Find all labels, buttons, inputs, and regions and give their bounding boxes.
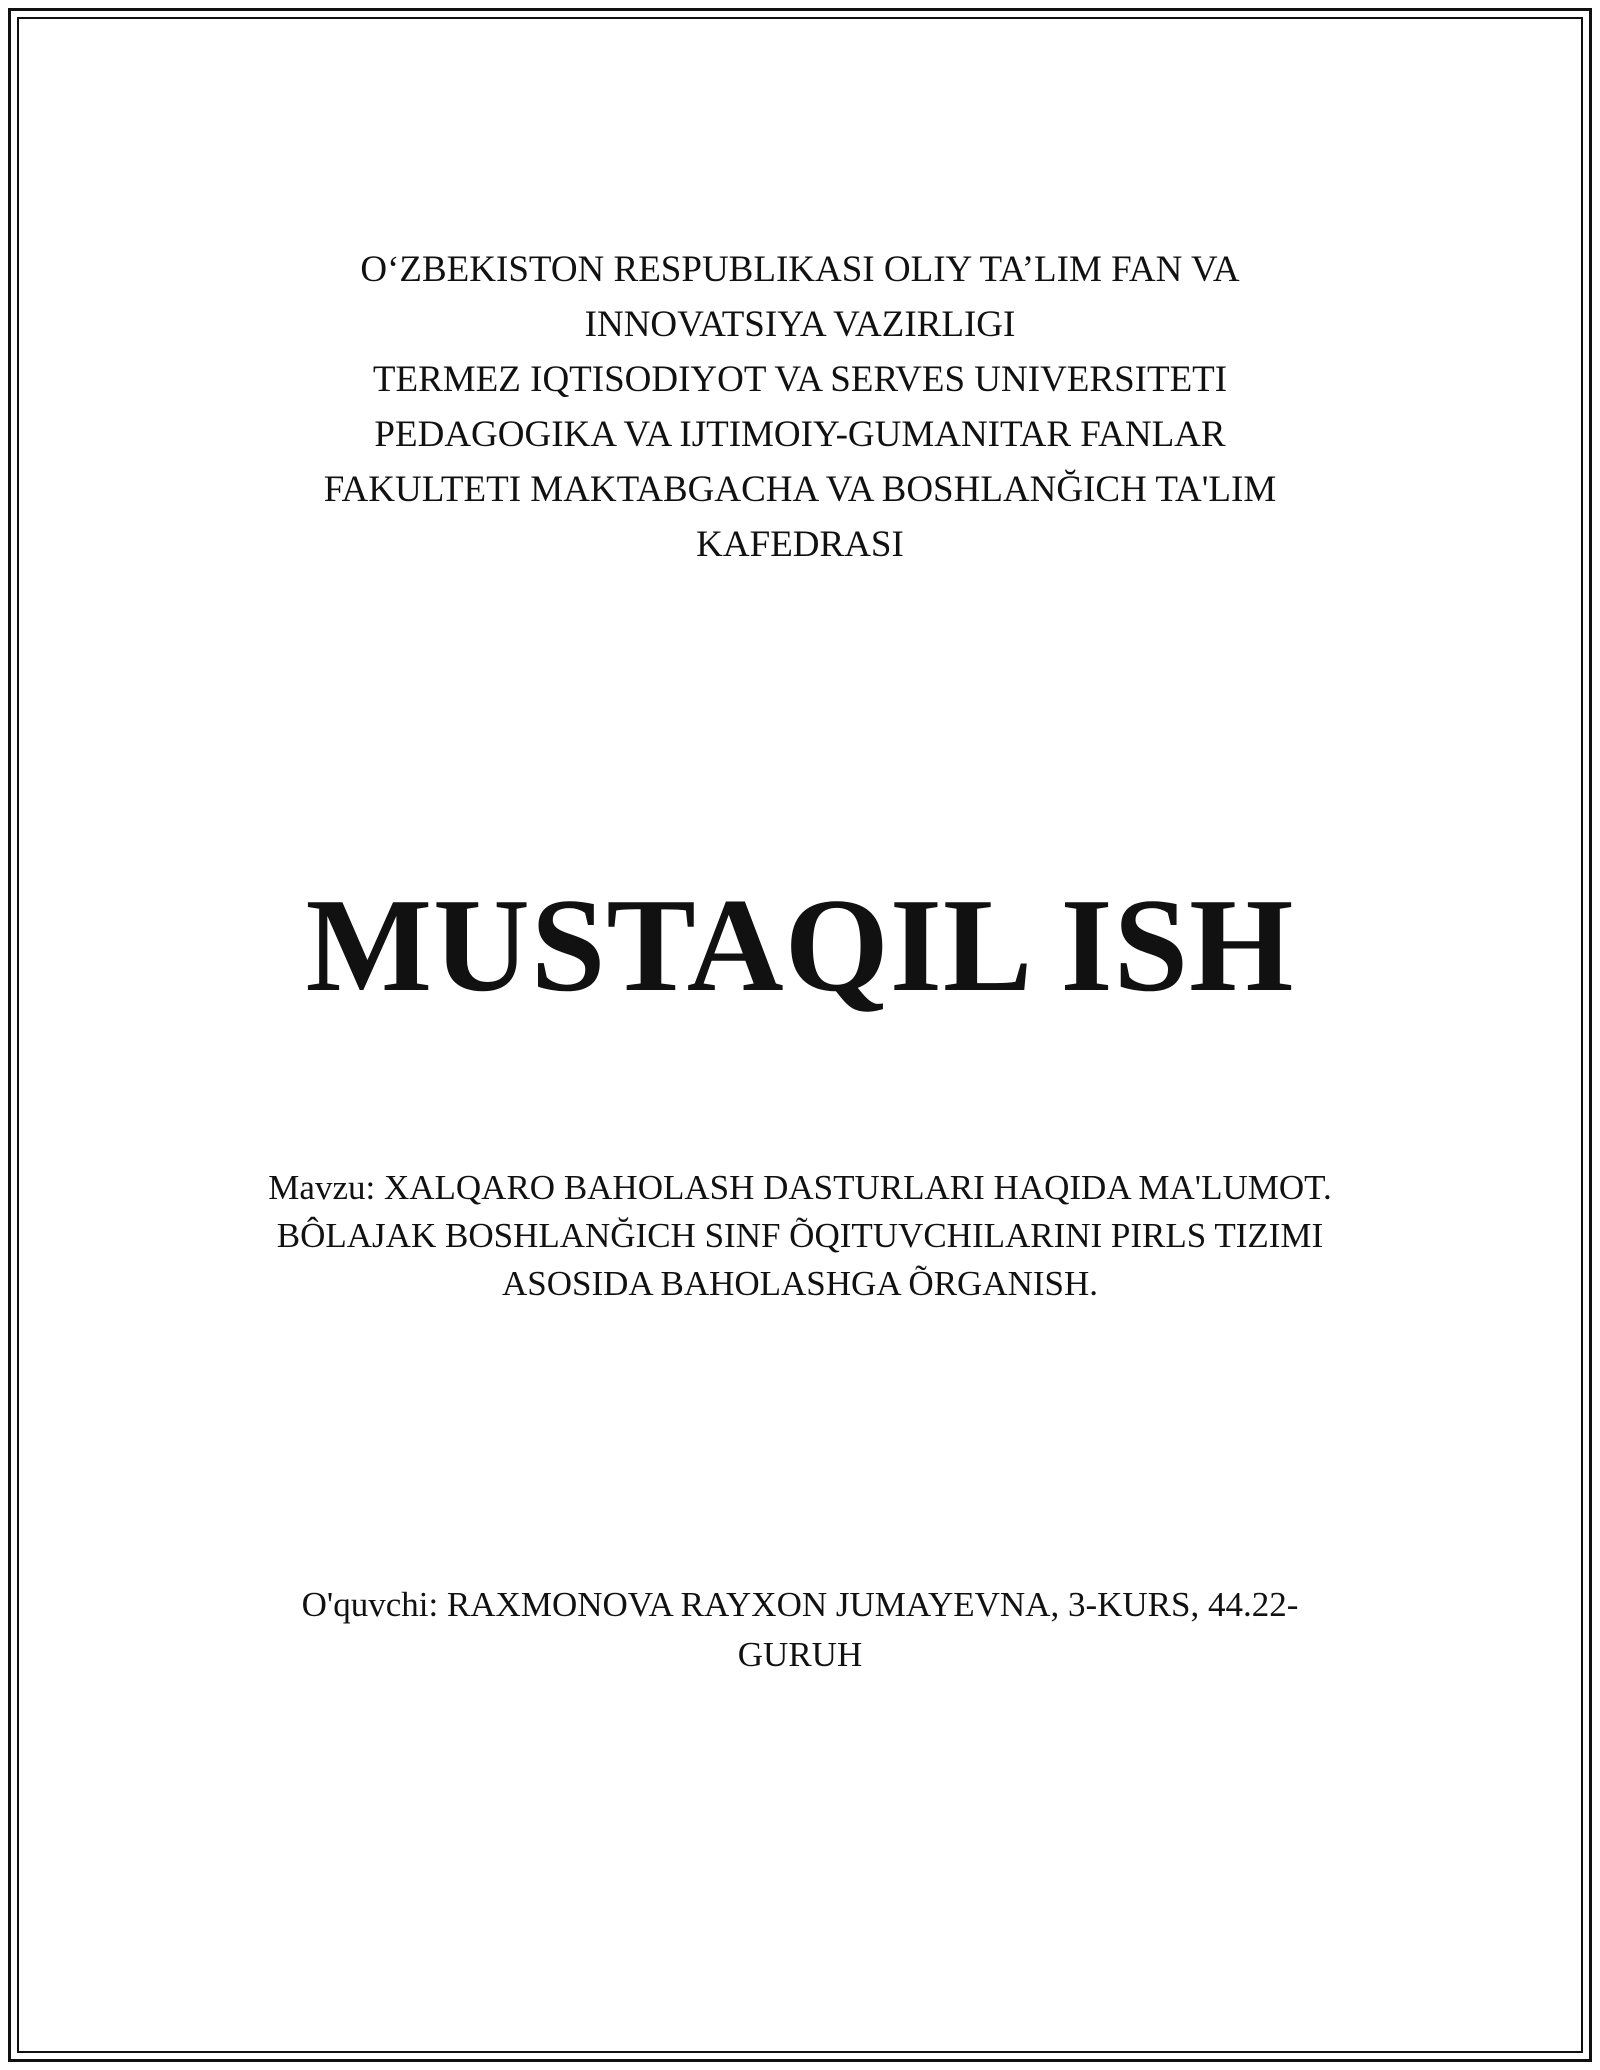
topic-line: Mavzu: XALQARO BAHOLASH DASTURLARI HAQIDA MA'LUMOT. — [268, 1168, 1332, 1207]
header-line: INNOVATSIYA VAZIRLIGI — [584, 304, 1016, 345]
student-block — [0, 1580, 1600, 1680]
topic-block — [0, 1164, 1600, 1308]
header-line: TERMEZ IQTISODIYOT VA SERVES UNIVERSITETI — [372, 359, 1228, 400]
header-line: KAFEDRASI — [696, 524, 904, 565]
document-title: MUSTAQIL ISH — [305, 871, 1295, 1019]
topic-line: ASOSIDA BAHOLASHGA ÕRGANISH. — [501, 1264, 1099, 1303]
student-line: GURUH — [737, 1635, 863, 1674]
topic-line: BÔLAJAK BOSHLANĞICH SINF ÕQITUVCHILARINI PIRLS TIZIMI — [276, 1216, 1324, 1255]
header-line: FAKULTETI MAKTABGACHA VA BOSHLANĞICH TA'LIM — [323, 469, 1277, 510]
header-line: O‘ZBEKISTON RESPUBLIKASI OLIY TA’LIM FAN VA — [360, 249, 1240, 290]
header-line: PEDAGOGIKA VA IJTIMOIY-GUMANITAR FANLAR — [374, 414, 1226, 455]
institution-header — [0, 242, 1600, 572]
student-line: O'quvchi: RAXMONOVA RAYXON JUMAYEVNA, 3-KURS, 44.22- — [301, 1585, 1299, 1624]
